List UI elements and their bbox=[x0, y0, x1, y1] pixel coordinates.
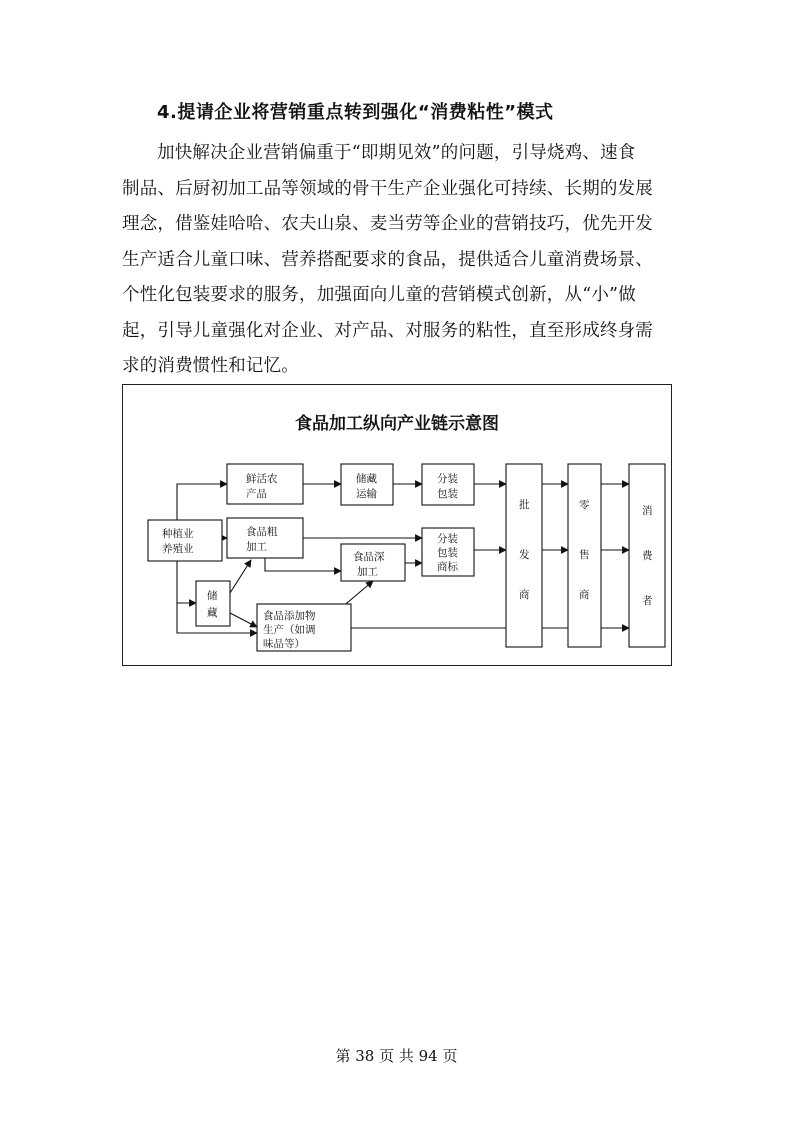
node-rough-processing-line1: 食品粗 bbox=[246, 526, 278, 538]
paragraph-line: 个性化包装要求的服务，加强面向儿童的营销模式创新，从“小”做 bbox=[122, 285, 636, 305]
node-retailer-char2: 售 bbox=[579, 549, 590, 561]
node-storage-transport-line1: 储藏 bbox=[356, 473, 377, 485]
node-deep-processing-line1: 食品深 bbox=[353, 551, 385, 563]
node-wholesaler-char3: 商 bbox=[519, 589, 530, 601]
industry-chain-diagram bbox=[123, 385, 671, 665]
node-wholesaler-char1: 批 bbox=[519, 499, 530, 511]
node-rough-processing-line2: 加工 bbox=[246, 541, 267, 553]
node-additives-line1: 食品添加物 bbox=[263, 610, 316, 622]
node-storage-box bbox=[196, 581, 230, 626]
node-packaging-brand-line3: 商标 bbox=[437, 561, 458, 573]
body-paragraph bbox=[122, 136, 678, 385]
paragraph-line: 生产适合儿童口味、营养搭配要求的食品，提供适合儿童消费场景、 bbox=[122, 249, 653, 270]
paragraph-line: 制品、后厨初加工品等领域的骨干生产企业强化可持续、长期的发展 bbox=[122, 178, 653, 199]
node-retailer-char1: 零 bbox=[579, 499, 590, 511]
paragraph-line: 加快解决企业营销偏重于“即期见效”的问题，引导烧鸡、速食 bbox=[157, 143, 636, 163]
paragraph-line: 求的消费惯性和记忆。 bbox=[122, 356, 299, 376]
node-packaging-brand-line2: 包装 bbox=[437, 547, 458, 559]
node-consumer-char2: 费 bbox=[642, 550, 653, 562]
arrow-storage-to-additives bbox=[230, 613, 257, 627]
node-retailer-char3: 商 bbox=[579, 589, 590, 601]
arrow-planting-to-storage bbox=[177, 561, 196, 603]
node-storage-line2: 藏 bbox=[207, 607, 218, 619]
node-fresh-produce-line2: 产品 bbox=[246, 488, 267, 500]
arrow-storage-to-rough bbox=[230, 560, 251, 593]
node-consumer-char3: 者 bbox=[642, 595, 653, 607]
figure-frame bbox=[122, 384, 672, 666]
arrow-planting-to-fresh bbox=[177, 484, 227, 520]
node-storage-transport-line2: 运输 bbox=[356, 488, 377, 500]
section-heading: 4.提请企业将营销重点转到强化“消费粘性”模式 bbox=[157, 102, 554, 123]
figure-title: 食品加工纵向产业链示意图 bbox=[295, 414, 499, 434]
node-packaging-brand-line1: 分装 bbox=[437, 533, 458, 545]
arrow-rough-to-deep bbox=[265, 558, 341, 571]
paragraph-line: 起，引导儿童强化对企业、对产品、对服务的粘性，直至形成终身需 bbox=[122, 320, 653, 341]
node-additives-line2: 生产（如调 bbox=[263, 624, 316, 636]
node-planting-line2: 养殖业 bbox=[162, 543, 194, 555]
node-fresh-produce-line1: 鲜活农 bbox=[246, 473, 278, 485]
node-packaging-line2: 包装 bbox=[437, 488, 458, 500]
node-storage-line1: 储 bbox=[207, 590, 218, 602]
page-footer: 第 38 页 共 94 页 bbox=[335, 1047, 458, 1065]
node-planting-line1: 种植业 bbox=[162, 528, 194, 540]
node-additives-line3: 味品等） bbox=[263, 638, 305, 650]
node-consumer-char1: 消 bbox=[642, 505, 653, 517]
node-deep-processing-line2: 加工 bbox=[357, 566, 378, 578]
node-packaging-line1: 分装 bbox=[437, 473, 458, 485]
node-wholesaler-char2: 发 bbox=[519, 549, 530, 561]
paragraph-line: 理念，借鉴娃哈哈、农夫山泉、麦当劳等企业的营销技巧，优先开发 bbox=[122, 214, 653, 234]
